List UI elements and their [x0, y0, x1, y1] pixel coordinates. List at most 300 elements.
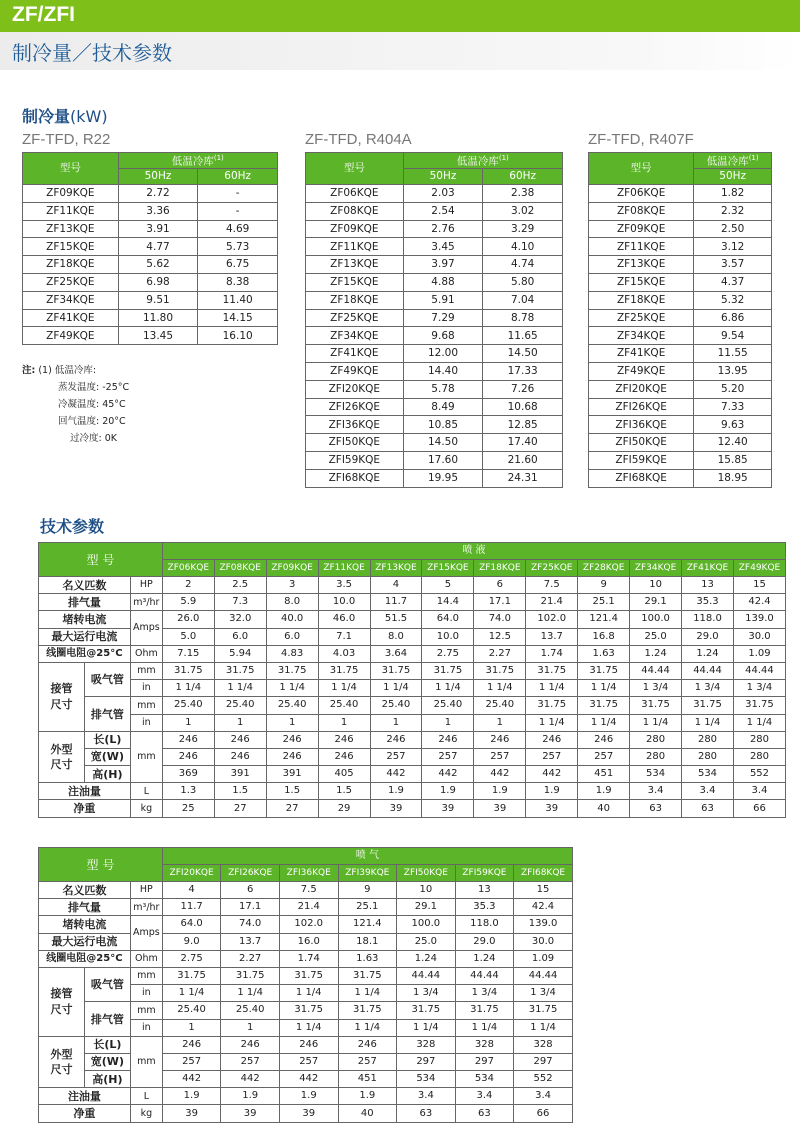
table-cell: 6 — [474, 577, 526, 594]
table-cell: 3.97 — [403, 256, 483, 274]
row-label-coil: 线圈电阻@25°C — [39, 645, 131, 662]
brand-bar — [0, 0, 800, 32]
table-cell: 1 — [370, 714, 422, 731]
table-cell: ZF15KQE — [589, 273, 694, 291]
table-cell: 11.80 — [118, 309, 198, 327]
table-cell: 31.75 — [455, 1002, 514, 1019]
unit-disp: m³/hr — [130, 594, 162, 611]
table-row — [306, 256, 563, 274]
table-row — [589, 309, 772, 327]
table-cell: 1.9 — [162, 1088, 221, 1105]
table-cell: ZF18KQE — [589, 291, 694, 309]
table-cell: 5.73 — [198, 238, 278, 256]
table-row — [23, 238, 278, 256]
capacity-unit: (kW) — [70, 107, 108, 126]
table-cell: 4 — [162, 882, 221, 899]
table-cell: 1 1/4 — [422, 680, 474, 697]
table-cell: 25.40 — [266, 697, 318, 714]
table-cell: ZFI26KQE — [306, 398, 404, 416]
model-col: ZFI50KQE — [397, 865, 456, 882]
unit-in: in — [130, 1019, 162, 1036]
table-cell: 17.1 — [221, 899, 280, 916]
model-col: ZF09KQE — [266, 560, 318, 577]
note-line: 蒸发温度: -25°C — [58, 382, 130, 393]
table-row — [23, 220, 278, 238]
table-cell: ZFI36KQE — [306, 416, 404, 434]
table-cell: 9 — [338, 882, 397, 899]
note-line: 过冷度: 0K — [70, 433, 117, 444]
model-col: ZFI59KQE — [455, 865, 514, 882]
table-row — [306, 434, 563, 452]
table-cell: 246 — [422, 731, 474, 748]
table-cell: 5.91 — [403, 291, 483, 309]
table-cell: 1.74 — [526, 645, 578, 662]
table-cell: 31.75 — [474, 662, 526, 679]
table-cell: 25.40 — [214, 697, 266, 714]
table-cell: 4.69 — [198, 220, 278, 238]
table-cell: 25.40 — [162, 1002, 221, 1019]
table-cell: 39 — [279, 1105, 338, 1122]
table-cell: 7.26 — [483, 380, 563, 398]
unit-hp: HP — [130, 577, 162, 594]
model-col: ZF25KQE — [526, 560, 578, 577]
table-cell: 8.0 — [266, 594, 318, 611]
table-cell: 297 — [397, 1053, 456, 1070]
model-col: ZF41KQE — [682, 560, 734, 577]
table-cell: 31.75 — [279, 967, 338, 984]
table-cell: 6.86 — [694, 309, 772, 327]
table-cell: 29.0 — [455, 933, 514, 950]
table-cell: ZF49KQE — [23, 327, 119, 345]
table-cell: 1.09 — [733, 645, 785, 662]
table-cell: 10.68 — [483, 398, 563, 416]
table-cell: 25.40 — [370, 697, 422, 714]
table-row — [306, 345, 563, 363]
table-cell: 42.4 — [514, 899, 573, 916]
table-cell: 51.5 — [370, 611, 422, 628]
table-row — [39, 731, 786, 748]
row-label-mcc: 最大运行电流 — [39, 628, 131, 645]
table-cell: 451 — [578, 766, 630, 783]
table-cell: 1 1/4 — [279, 1019, 338, 1036]
table-row — [39, 662, 786, 679]
table-cell: 6.75 — [198, 256, 278, 274]
table-cell: 4.74 — [483, 256, 563, 274]
table-cell: 5.0 — [162, 628, 214, 645]
table-cell: 25.40 — [318, 697, 370, 714]
table-cell: 1.24 — [455, 950, 514, 967]
table-row — [39, 933, 573, 950]
table-cell: ZF34KQE — [23, 291, 119, 309]
notes-title: 低温冷库: — [54, 365, 97, 376]
table-cell: 66 — [514, 1105, 573, 1122]
table-cell: 8.78 — [483, 309, 563, 327]
table-cell: 1 1/4 — [162, 680, 214, 697]
table-row — [39, 882, 573, 899]
model-header: 型 号 — [39, 848, 163, 882]
table-cell: ZF41KQE — [589, 345, 694, 363]
table-cell: ZF11KQE — [306, 238, 404, 256]
table-cell: 246 — [162, 1036, 221, 1053]
table-cell: ZF08KQE — [589, 202, 694, 220]
table-cell: 44.44 — [455, 967, 514, 984]
table-cell: 31.75 — [422, 662, 474, 679]
table-row — [39, 1071, 573, 1088]
table-cell: 31.75 — [214, 662, 266, 679]
note-line: 冷凝温度: 45°C — [58, 399, 126, 410]
table-cell: 14.4 — [422, 594, 474, 611]
capacity-group-title: ZF-TFD, R22 — [22, 131, 111, 148]
table-cell: 32.0 — [214, 611, 266, 628]
table-row — [39, 950, 573, 967]
table-cell: 280 — [682, 748, 734, 765]
table-cell: 21.4 — [526, 594, 578, 611]
table-cell: 328 — [397, 1036, 456, 1053]
table-cell: 3.02 — [483, 202, 563, 220]
table-row — [589, 416, 772, 434]
table-row — [39, 680, 786, 697]
model-col: ZF28KQE — [578, 560, 630, 577]
table-cell: 257 — [422, 748, 474, 765]
capacity-title-text: 制冷量 — [22, 107, 71, 126]
table-cell: 2.75 — [422, 645, 474, 662]
table-cell: 31.75 — [221, 967, 280, 984]
table-cell: 12.40 — [694, 434, 772, 452]
table-row — [589, 291, 772, 309]
table-cell: 1 1/4 — [526, 680, 578, 697]
table-cell: 39 — [162, 1105, 221, 1122]
table-cell: 44.44 — [733, 662, 785, 679]
table-cell: 4.10 — [483, 238, 563, 256]
table-row — [39, 916, 573, 933]
table-row — [39, 697, 786, 714]
table-cell: 297 — [455, 1053, 514, 1070]
table-cell: 30.0 — [514, 933, 573, 950]
table-cell: 12.5 — [474, 628, 526, 645]
table-cell: 1.09 — [514, 950, 573, 967]
table-row — [39, 899, 573, 916]
table-row — [589, 362, 772, 380]
table-row — [589, 273, 772, 291]
table-cell: ZF11KQE — [23, 202, 119, 220]
table-cell: 1.3 — [162, 783, 214, 800]
table-cell: 35.3 — [682, 594, 734, 611]
table-cell: 1 — [422, 714, 474, 731]
unit-mm: mm — [130, 1002, 162, 1019]
table-cell: 2.76 — [403, 220, 483, 238]
table-cell: 29 — [318, 800, 370, 817]
table-cell: 12.85 — [483, 416, 563, 434]
unit-l: L — [130, 1088, 162, 1105]
row-label-wid: 宽(W) — [84, 1053, 130, 1070]
row-label-rla: 堵转电流 — [39, 611, 131, 628]
table-cell: 29.1 — [630, 594, 682, 611]
table-cell: 14.15 — [198, 309, 278, 327]
table-cell: 534 — [455, 1071, 514, 1088]
table-row — [39, 783, 786, 800]
model-col: ZFI39KQE — [338, 865, 397, 882]
table-cell: 369 — [162, 766, 214, 783]
table-cell: 27 — [266, 800, 318, 817]
table-cell: 13.7 — [221, 933, 280, 950]
table-cell: ZF25KQE — [23, 273, 119, 291]
table-cell: 10 — [397, 882, 456, 899]
table-cell: 442 — [422, 766, 474, 783]
table-cell: 31.75 — [338, 1002, 397, 1019]
table-cell: 11.65 — [483, 327, 563, 345]
table-cell: 13.45 — [118, 327, 198, 345]
table-cell: 1.82 — [694, 185, 772, 203]
table-cell: 246 — [162, 748, 214, 765]
tech-table — [38, 847, 573, 1123]
table-cell: 1.5 — [318, 783, 370, 800]
table-cell: 1 3/4 — [397, 985, 456, 1002]
table-cell: 246 — [162, 731, 214, 748]
table-row — [23, 256, 278, 274]
table-cell: 25 — [162, 800, 214, 817]
table-cell: 31.75 — [682, 697, 734, 714]
table-cell: 246 — [370, 731, 422, 748]
model-col: ZFI68KQE — [514, 865, 573, 882]
table-cell: 9 — [578, 577, 630, 594]
table-cell: 257 — [162, 1053, 221, 1070]
capacity-group-title: ZF-TFD, R404A — [305, 131, 412, 148]
table-cell: 139.0 — [514, 916, 573, 933]
row-label-dim: 外型 尺寸 — [39, 731, 85, 783]
capacity-group-title: ZF-TFD, R407F — [588, 131, 694, 148]
table-cell: 8.49 — [403, 398, 483, 416]
col-group: 低温冷库$^{(1)}$ — [403, 153, 562, 169]
table-cell: 44.44 — [514, 967, 573, 984]
table-cell: 3.64 — [370, 645, 422, 662]
table-cell: 25.40 — [474, 697, 526, 714]
table-cell: 1.9 — [221, 1088, 280, 1105]
table-row — [306, 202, 563, 220]
table-cell: 1 1/4 — [397, 1019, 456, 1036]
table-cell: 442 — [370, 766, 422, 783]
table-cell: ZF25KQE — [306, 309, 404, 327]
table-cell: 1.9 — [474, 783, 526, 800]
table-cell: 2.27 — [221, 950, 280, 967]
table-cell: 246 — [221, 1036, 280, 1053]
table-row — [589, 451, 772, 469]
table-cell: 31.75 — [733, 697, 785, 714]
table-cell: 1.9 — [338, 1088, 397, 1105]
capacity-title — [22, 104, 108, 127]
table-cell: 1 1/4 — [221, 985, 280, 1002]
table-row — [589, 398, 772, 416]
table-cell: 1 1/4 — [162, 985, 221, 1002]
table-cell: 1 1/4 — [526, 714, 578, 731]
unit-l: L — [130, 783, 162, 800]
table-row — [306, 309, 563, 327]
table-cell: 1 1/4 — [682, 714, 734, 731]
table-cell: 3.5 — [318, 577, 370, 594]
table-cell: 11.40 — [198, 291, 278, 309]
table-row — [23, 185, 278, 203]
table-cell: 2.27 — [474, 645, 526, 662]
table-cell: 391 — [266, 766, 318, 783]
table-cell: 25.1 — [338, 899, 397, 916]
table-cell: 31.75 — [338, 967, 397, 984]
page-header — [0, 0, 800, 70]
table-cell: 5.78 — [403, 380, 483, 398]
tech-table — [38, 542, 786, 818]
table-cell: 7.5 — [279, 882, 338, 899]
table-cell: ZFI36KQE — [589, 416, 694, 434]
table-cell: 1.63 — [578, 645, 630, 662]
table-cell: 1 — [318, 714, 370, 731]
table-cell: 534 — [682, 766, 734, 783]
table-cell: ZFI59KQE — [306, 451, 404, 469]
table-cell: 29.1 — [397, 899, 456, 916]
table-cell: 7.15 — [162, 645, 214, 662]
table-cell: 16.0 — [279, 933, 338, 950]
model-col: ZFI36KQE — [279, 865, 338, 882]
table-cell: 30.0 — [733, 628, 785, 645]
table-cell: 6 — [221, 882, 280, 899]
table-cell: 1 1/4 — [514, 1019, 573, 1036]
table-row — [39, 800, 786, 817]
table-cell: 10.0 — [318, 594, 370, 611]
table-cell: ZF34KQE — [306, 327, 404, 345]
capacity-table — [588, 152, 772, 488]
table-cell: 1.9 — [370, 783, 422, 800]
row-label-len: 长(L) — [84, 1036, 130, 1053]
table-cell: 118.0 — [682, 611, 734, 628]
table-cell: 5.32 — [694, 291, 772, 309]
notes — [22, 362, 129, 447]
table-cell: 1.9 — [526, 783, 578, 800]
table-cell: 121.4 — [578, 611, 630, 628]
table-cell: 1 1/4 — [338, 1019, 397, 1036]
table-cell: 17.60 — [403, 451, 483, 469]
table-row — [39, 1053, 573, 1070]
table-cell: 25.40 — [422, 697, 474, 714]
table-row — [39, 714, 786, 731]
table-cell: 31.75 — [162, 967, 221, 984]
table-cell: 64.0 — [162, 916, 221, 933]
table-cell: ZF34KQE — [589, 327, 694, 345]
unit-mm: mm — [130, 662, 162, 679]
table-row — [39, 1088, 573, 1105]
col-50hz: 50Hz — [694, 169, 772, 185]
model-col: ZF13KQE — [370, 560, 422, 577]
table-cell: 2.72 — [118, 185, 198, 203]
table-cell: 3.4 — [397, 1088, 456, 1105]
table-row — [589, 202, 772, 220]
table-cell: 9.63 — [694, 416, 772, 434]
table-cell: 1.24 — [682, 645, 734, 662]
table-cell: 246 — [279, 1036, 338, 1053]
table-cell: ZF41KQE — [306, 345, 404, 363]
table-cell: ZF25KQE — [589, 309, 694, 327]
row-label-wt: 净重 — [39, 800, 131, 817]
table-cell: 246 — [318, 748, 370, 765]
model-col: ZF08KQE — [214, 560, 266, 577]
table-cell: 63 — [630, 800, 682, 817]
notes-num: (1) — [38, 365, 52, 376]
table-cell: 39 — [221, 1105, 280, 1122]
table-cell: ZF49KQE — [589, 362, 694, 380]
table-row — [39, 967, 573, 984]
table-cell: 442 — [279, 1071, 338, 1088]
table-row — [306, 362, 563, 380]
table-cell: 3.91 — [118, 220, 198, 238]
row-label-disp: 排气量 — [39, 594, 131, 611]
table-cell: 2.03 — [403, 185, 483, 203]
row-label-suction: 吸气管 — [84, 967, 130, 1001]
table-cell: 35.3 — [455, 899, 514, 916]
table-row — [39, 645, 786, 662]
table-cell: 1.5 — [266, 783, 318, 800]
table-cell: 100.0 — [397, 916, 456, 933]
subtitle-bar — [0, 32, 800, 70]
table-cell: 25.1 — [578, 594, 630, 611]
table-row — [306, 273, 563, 291]
unit-ohm: Ohm — [130, 950, 162, 967]
unit-ohm: Ohm — [130, 645, 162, 662]
table-cell: 451 — [338, 1071, 397, 1088]
row-label-disp: 排气量 — [39, 899, 131, 916]
table-cell: 1 1/4 — [474, 680, 526, 697]
table-cell: 4 — [370, 577, 422, 594]
row-label-dim: 外型 尺寸 — [39, 1036, 85, 1088]
table-cell: 6.98 — [118, 273, 198, 291]
table-cell: 21.60 — [483, 451, 563, 469]
table-cell: 18.95 — [694, 469, 772, 487]
table-row — [306, 327, 563, 345]
table-cell: 8.0 — [370, 628, 422, 645]
table-cell: 7.04 — [483, 291, 563, 309]
table-cell: 246 — [526, 731, 578, 748]
table-cell: 25.0 — [397, 933, 456, 950]
unit-kg: kg — [130, 1105, 162, 1122]
table-row — [39, 1036, 573, 1053]
model-col: ZF49KQE — [733, 560, 785, 577]
unit-amps: Amps — [130, 916, 162, 950]
table-cell: 15 — [733, 577, 785, 594]
table-cell: 31.75 — [526, 662, 578, 679]
table-cell: 257 — [370, 748, 422, 765]
table-row — [589, 220, 772, 238]
table-cell: 1 — [474, 714, 526, 731]
table-cell: 442 — [526, 766, 578, 783]
table-cell: 2 — [162, 577, 214, 594]
table-cell: ZF15KQE — [306, 273, 404, 291]
table-cell: 5 — [422, 577, 474, 594]
table-cell: 391 — [214, 766, 266, 783]
table-cell: 3.45 — [403, 238, 483, 256]
model-col: ZFI20KQE — [162, 865, 221, 882]
table-cell: 19.95 — [403, 469, 483, 487]
unit-in: in — [130, 714, 162, 731]
table-cell: 280 — [630, 748, 682, 765]
table-cell: 257 — [221, 1053, 280, 1070]
col-model: 型号 — [589, 153, 694, 185]
table-cell: 2.75 — [162, 950, 221, 967]
table-cell: 5.80 — [483, 273, 563, 291]
table-row — [589, 345, 772, 363]
table-cell: 1 — [266, 714, 318, 731]
table-cell: 9.51 — [118, 291, 198, 309]
row-label-discharge: 排气管 — [84, 1002, 130, 1036]
table-cell: 21.4 — [279, 899, 338, 916]
table-cell: 12.00 — [403, 345, 483, 363]
table-cell: 26.0 — [162, 611, 214, 628]
table-row — [306, 398, 563, 416]
table-cell: 16.10 — [198, 327, 278, 345]
